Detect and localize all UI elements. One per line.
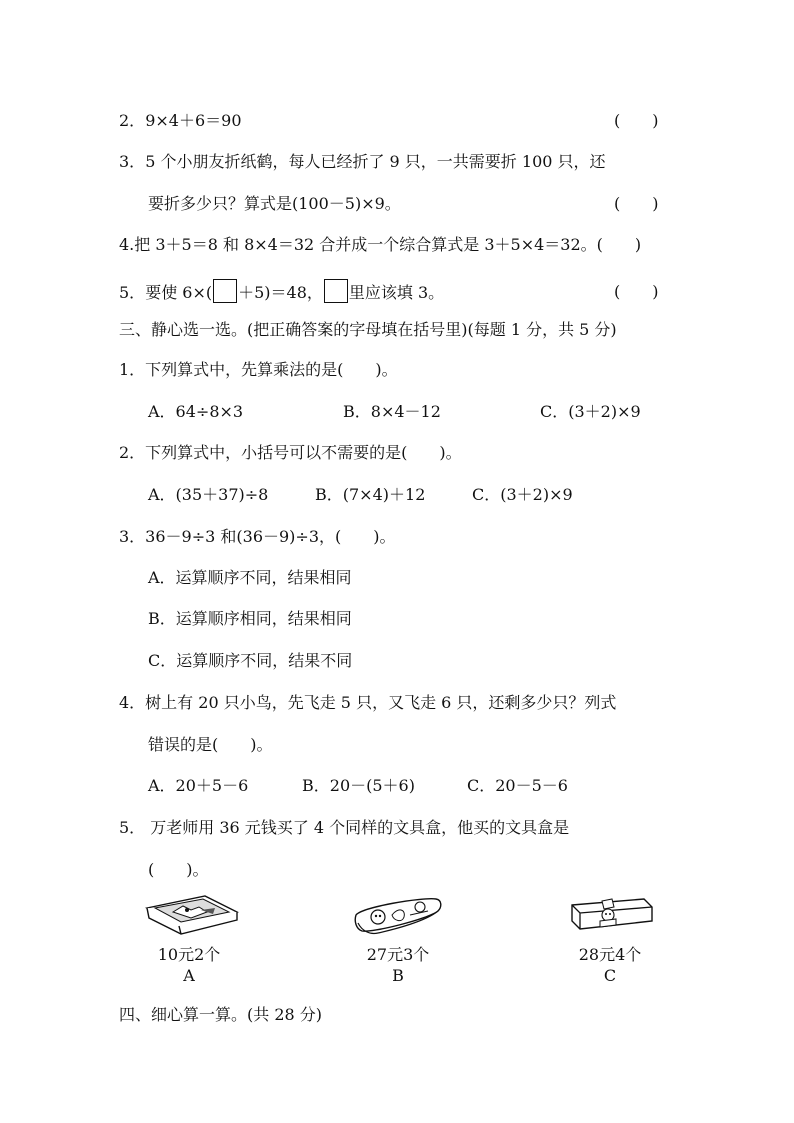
judge-q3-line2: 要折多少只？算式是(100－5)×9。 <box>148 194 401 213</box>
pencil-case-b-letter: B <box>392 966 404 985</box>
pencil-case-c-letter: C <box>603 966 617 985</box>
judge-q5 <box>119 279 444 303</box>
blank-box-icon <box>324 279 348 303</box>
question-text-mid: ＋5)＝48， <box>238 283 323 302</box>
pencil-case-a-letter: A <box>183 966 195 985</box>
choice-q5-line2: ( )。 <box>148 860 209 879</box>
judge-q2 <box>119 108 242 131</box>
choice-q2-option-c: C．(3＋2)×9 <box>472 485 573 504</box>
question-number: 2． <box>119 111 146 130</box>
section4-title: 四、细心算一算。(共 28 分) <box>119 1005 323 1024</box>
blank-box-icon <box>213 279 237 303</box>
question-text: 9×4＋6＝90 <box>145 111 242 130</box>
pencil-case-b-icon <box>352 893 444 939</box>
choice-q3-option-c: C．运算顺序不同，结果不同 <box>148 651 353 670</box>
question-text-post: 里应该填 3。 <box>348 283 445 302</box>
choice-q5-line1: 5． 万老师用 36 元钱买了 4 个同样的文具盒，他买的文具盒是 <box>119 818 570 837</box>
choice-q2-option-a: A．(35＋37)÷8 <box>148 485 269 504</box>
choice-q4-line2: 错误的是( )。 <box>148 735 273 754</box>
pencil-case-a-price: 10元2个 <box>157 945 221 964</box>
choice-q1-option-a: A．64÷8×3 <box>148 402 244 421</box>
choice-q3-option-a: A．运算顺序不同，结果相同 <box>148 568 352 587</box>
choice-q1-option-c: C．(3＋2)×9 <box>540 402 641 421</box>
pencil-case-a-icon <box>143 892 239 936</box>
question-text: 把 3＋5＝8 和 8×4＝32 合并成一个综合算式是 3＋5×4＝32。( ) <box>134 235 642 254</box>
question-number: 5． <box>119 283 146 302</box>
choice-q1-stem: 1．下列算式中，先算乘法的是( )。 <box>119 360 398 379</box>
choice-q1-option-b: B．8×4－12 <box>343 402 441 421</box>
choice-q3-option-b: B．运算顺序相同，结果相同 <box>148 609 352 628</box>
question-number: 4. <box>119 235 135 254</box>
answer-parentheses: ( ) <box>614 111 659 130</box>
question-text: 5 个小朋友折纸鹤，每人已经折了 9 只，一共需要折 100 只，还 <box>145 152 606 171</box>
choice-q3-stem: 3．36－9÷3 和(36－9)÷3，( )。 <box>119 527 396 546</box>
choice-q4-line1: 4．树上有 20 只小鸟，先飞走 5 只，又飞走 6 只，还剩多少只？列式 <box>119 693 617 712</box>
pencil-case-c-icon <box>568 893 656 937</box>
judge-q3-line1 <box>119 149 606 172</box>
answer-parentheses: ( ) <box>614 194 659 213</box>
judge-q4 <box>119 232 641 255</box>
section3-title: 三、静心选一选。(把正确答案的字母填在括号里)(每题 1 分，共 5 分) <box>119 320 617 339</box>
pencil-case-b-price: 27元3个 <box>366 945 430 964</box>
pencil-case-c-price: 28元4个 <box>578 945 642 964</box>
answer-parentheses: ( ) <box>614 282 659 301</box>
question-number: 3． <box>119 152 146 171</box>
choice-q4-option-c: C．20－5－6 <box>467 776 568 795</box>
choice-q4-option-b: B．20－(5＋6) <box>302 776 415 795</box>
choice-q2-option-b: B．(7×4)＋12 <box>315 485 426 504</box>
choice-q4-option-a: A．20＋5－6 <box>148 776 249 795</box>
choice-q2-stem: 2．下列算式中，小括号可以不需要的是( )。 <box>119 443 462 462</box>
question-text-pre: 要使 6×( <box>145 283 213 302</box>
